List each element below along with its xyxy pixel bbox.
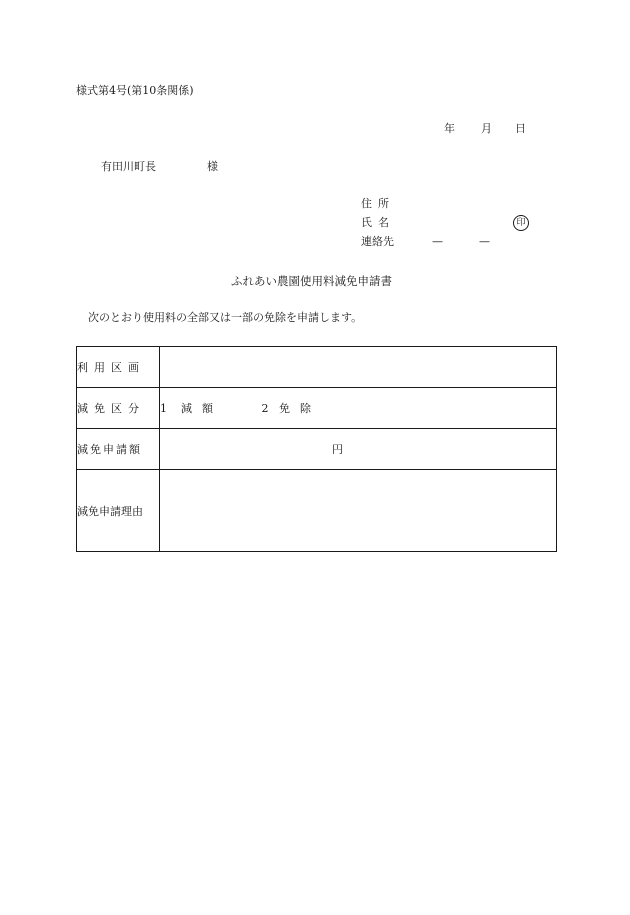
table-row xyxy=(77,347,557,388)
table-label-cell xyxy=(77,470,160,552)
requested-amount-label: 減免申請額 xyxy=(77,443,142,456)
application-table xyxy=(76,346,557,552)
reason-label: 減免申請理由 xyxy=(77,504,143,518)
reason-value-cell[interactable] xyxy=(160,470,557,552)
option-exemption[interactable] xyxy=(262,400,322,416)
table-row xyxy=(77,429,557,470)
addressee-name: 有田川町長 xyxy=(101,160,156,173)
form-number: 様式第4号(第10条関係) xyxy=(76,84,194,97)
table-label-cell xyxy=(77,347,160,388)
table-row xyxy=(77,470,557,552)
yen-unit: 円 xyxy=(332,443,343,456)
option-reduction[interactable] xyxy=(160,400,258,416)
option-reduction-number: 1 xyxy=(160,402,167,415)
date-month-label: 月 xyxy=(481,122,492,135)
table-label-cell xyxy=(77,429,160,470)
table-label-cell xyxy=(77,388,160,429)
requested-amount-cell[interactable] xyxy=(160,429,557,470)
reduction-type-label: 減免区分 xyxy=(77,402,145,415)
option-reduction-text: 減額 xyxy=(181,402,223,415)
option-exemption-text: 免除 xyxy=(279,402,321,415)
application-statement: 次のとおり使用料の全部又は一部の免除を申請します。 xyxy=(88,311,363,324)
reduction-type-cell xyxy=(160,388,557,429)
table-row xyxy=(77,388,557,429)
contact-label: 連絡先 xyxy=(361,235,394,248)
date-year-label: 年 xyxy=(444,122,455,135)
document-title: ふれあい農園使用料減免申請書 xyxy=(231,274,392,288)
seal-mark: 印 xyxy=(513,215,529,231)
plot-label: 利用区画 xyxy=(77,361,145,374)
name-label: 氏名 xyxy=(361,216,395,229)
address-label: 住所 xyxy=(361,197,395,210)
date-day-label: 日 xyxy=(515,122,526,135)
addressee-honorific: 様 xyxy=(207,160,218,173)
contact-separator-1: — xyxy=(432,235,443,248)
contact-separator-2: — xyxy=(479,235,490,248)
plot-value-cell[interactable] xyxy=(160,347,557,388)
option-exemption-number: 2 xyxy=(261,402,269,415)
